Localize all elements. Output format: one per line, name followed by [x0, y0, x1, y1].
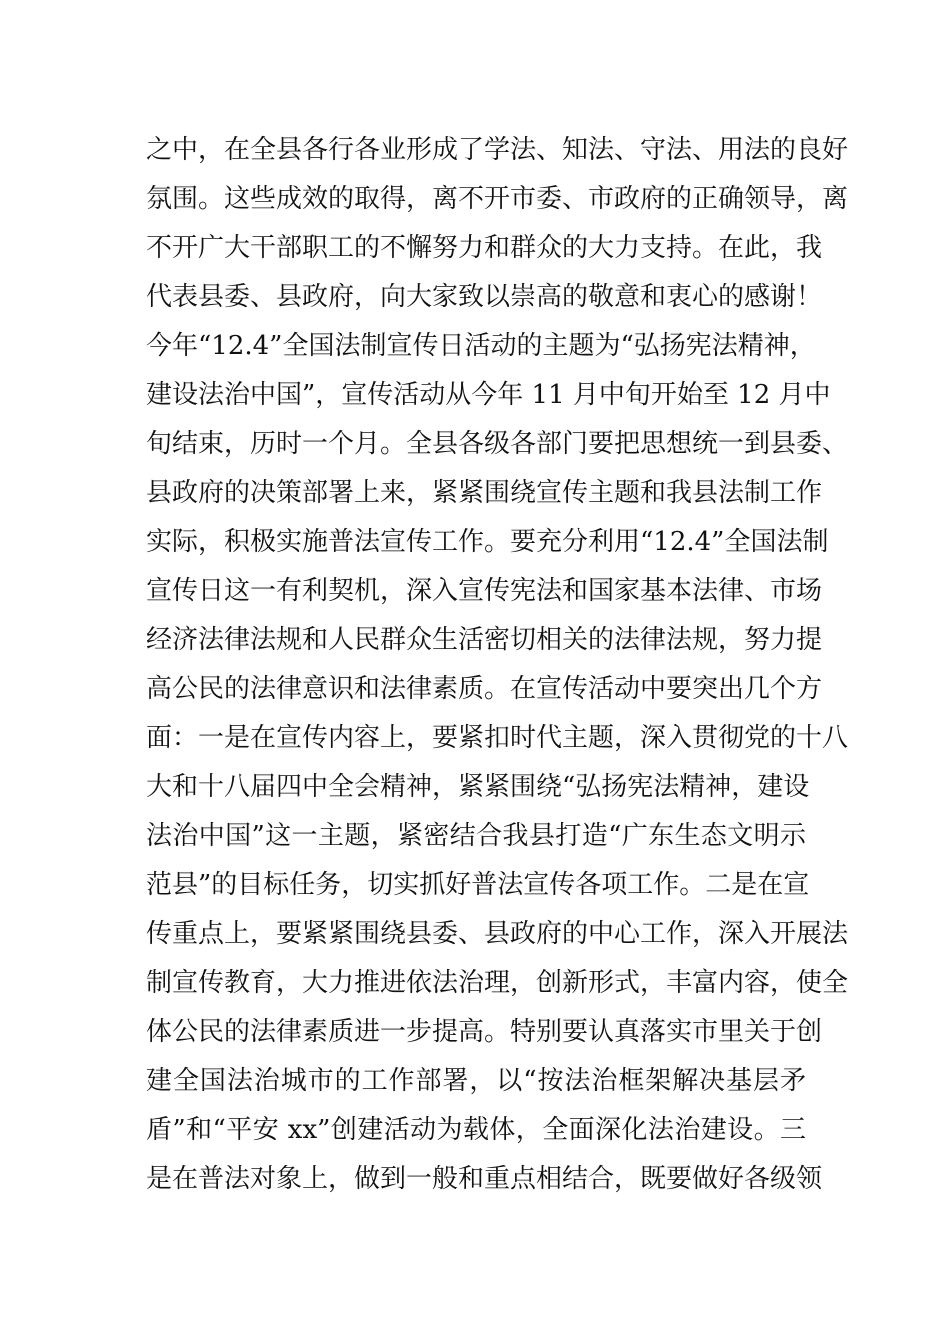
text-line: 体公民的法律素质进一步提高。特别要认真落实市里关于创: [146, 1017, 823, 1047]
text-line: 建设法治中国”，宣传活动从今年 11 月中旬开始至 12 月中: [146, 380, 831, 410]
text-line: 是在普法对象上，做到一般和重点相结合，既要做好各级领: [146, 1164, 823, 1194]
text-line: 经济法律法规和人民群众生活密切相关的法律法规，努力提: [146, 625, 823, 655]
text-line: 高公民的法律意识和法律素质。在宣传活动中要突出几个方: [146, 674, 823, 704]
text-line: 制宣传教育，大力推进依法治理，创新形式，丰富内容，使全: [146, 968, 849, 998]
text-line: 之中，在全县各行各业形成了学法、知法、守法、用法的良好: [146, 135, 849, 165]
text-line: 旬结束，历时一个月。全县各级各部门要把思想统一到县委、: [146, 429, 849, 459]
text-line: 不开广大干部职工的不懈努力和群众的大力支持。在此，我: [146, 233, 823, 263]
text-line: 范县”的目标任务，切实抓好普法宣传各项工作。二是在宣: [146, 870, 810, 900]
text-line: 面：一是在宣传内容上，要紧扣时代主题，深入贯彻党的十八: [146, 723, 849, 753]
text-line: 宣传日这一有利契机，深入宣传宪法和国家基本法律、市场: [146, 576, 823, 606]
text-line: 传重点上，要紧紧围绕县委、县政府的中心工作，深入开展法: [146, 919, 849, 949]
text-line: 代表县委、县政府，向大家致以崇高的敬意和衷心的感谢！: [146, 282, 823, 312]
text-line: 氛围。这些成效的取得，离不开市委、市政府的正确领导，离: [146, 184, 849, 214]
text-line: 法治中国”这一主题，紧密结合我县打造“广东生态文明示: [146, 821, 806, 851]
text-line: 盾”和“平安 xx”创建活动为载体，全面深化法治建设。三: [146, 1115, 806, 1145]
text-line: 大和十八届四中全会精神，紧紧围绕“弘扬宪法精神，建设: [146, 772, 810, 802]
text-line: 县政府的决策部署上来，紧紧围绕宣传主题和我县法制工作: [146, 478, 823, 508]
text-line: 今年“12.4”全国法制宣传日活动的主题为“弘扬宪法精神，: [146, 331, 816, 361]
text-line: 实际，积极实施普法宣传工作。要充分利用“12.4”全国法制: [146, 527, 829, 557]
text-line: 建全国法治城市的工作部署，以“按法治框架解决基层矛: [146, 1066, 806, 1096]
body-text: [146, 126, 849, 1204]
